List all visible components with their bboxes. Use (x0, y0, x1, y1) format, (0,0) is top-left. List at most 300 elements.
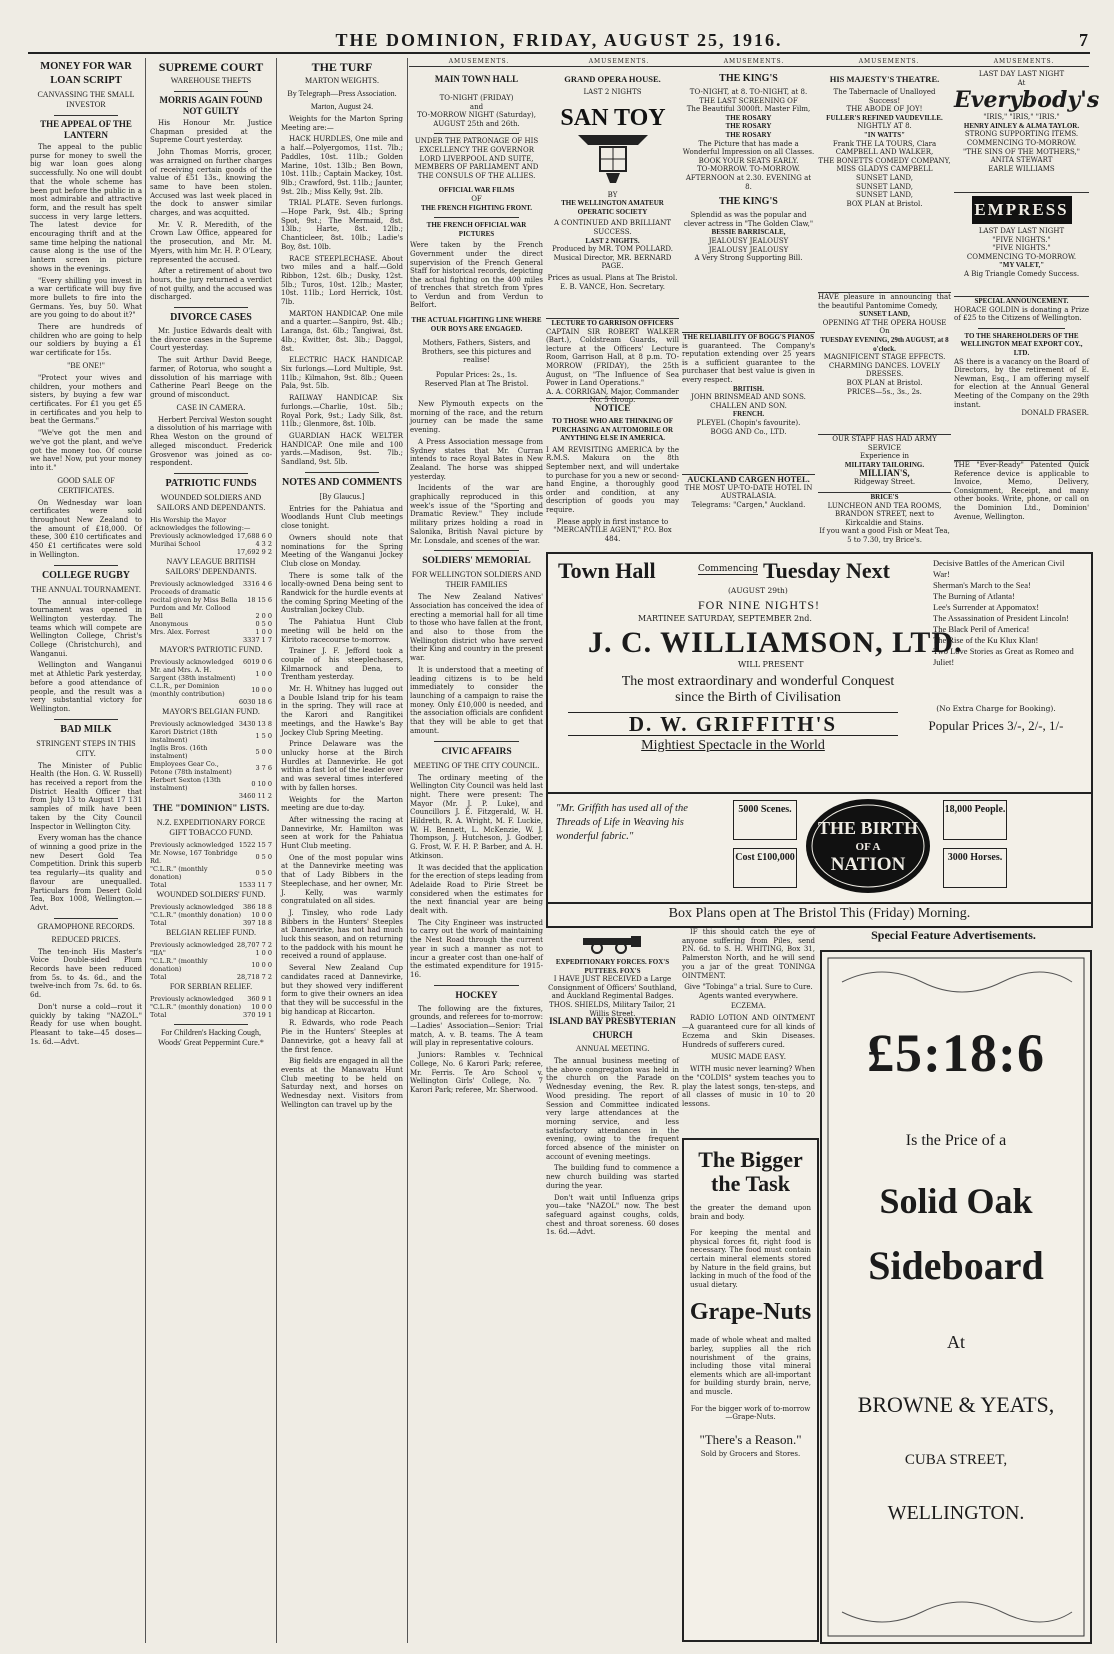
fund-label: Previously acknowledged (150, 940, 234, 949)
ad-grape-nuts (682, 1138, 819, 1642)
fund-label: Previously acknowledged (150, 579, 234, 588)
ad-line: DONALD FRASER. (1021, 409, 1089, 418)
fund-row (150, 995, 272, 1003)
article-island-bay-church (546, 1012, 679, 1640)
ad-line: made of whole wheat and malted barley, supplies all the rich nourishment of the grains, including those vital mineral elements which are all-important for building sturdy brain, nerve, and muscle. (690, 1336, 811, 1396)
fund-table (150, 720, 272, 800)
fund-table (150, 841, 272, 889)
battle-list-item: The Black Peril of America! (933, 624, 1030, 634)
subhead-warehouse-thefts: WAREHOUSE THEFTS (170, 76, 252, 85)
article-paragraph: Don't nurse a cold—rout it quickly by taking "NAZOL." Ready for use when bought. Pleasant to take—45 doses—1s. 6d.—Advt. (30, 1002, 142, 1046)
ad-empress (954, 192, 1089, 293)
dateline: Marton, August 24. (310, 102, 374, 111)
divider (434, 133, 519, 134)
fund-row (150, 636, 272, 644)
article-paragraph: The City Engineer was instructed to carry out the work of maintaining the Nest Road through the current year in such a manner as not to incur a greater cost than one-half of the estimated expenditure for 1915-16. (410, 918, 543, 979)
fund-table (150, 995, 272, 1019)
fund-row (150, 532, 272, 540)
ad-line: LAST 2 NIGHTS (583, 88, 642, 96)
battle-list-item: The Rise of the Ku Klux Klan! (933, 635, 1039, 645)
fund-amount: 5 0 0 (255, 747, 272, 756)
ad-boxplan-line: Box Plans open at The Bristol This (Friday) Morning. (668, 906, 971, 921)
ad-line: COMMENCING TO-MORROW. (966, 138, 1077, 147)
ad-line: A Very Strong Supporting Bill. (694, 254, 803, 263)
fund-amount: 3430 13 8 (238, 719, 272, 728)
subhead-certificates: GOOD SALE OF CERTIFICATES. (57, 475, 115, 495)
fund-row (150, 911, 272, 919)
fund-label (150, 548, 236, 556)
ad-line: SUNSET LAND, (859, 310, 910, 319)
ad-line: Sold by Grocers and Stores. (700, 1449, 801, 1458)
ad-line: Popular Prices: 2s., 1s. (435, 371, 518, 380)
fund-row (150, 919, 272, 927)
article-paragraph: Wellington and Wanganui met at Athletic Park yesterday, before a good attendance of people, and the result was a very substantial victory for Wellington. (30, 661, 142, 713)
ad-line: MILITARY TAILORING. (844, 460, 925, 469)
divider (434, 985, 519, 986)
article-paragraph: TRIAL PLATE. Seven furlongs.—Hope Park, 9st. 4lb.; Spring Spot, 9st.; The Mermaid, 8st. 13lb.; Harte, 8st. 12lb.; Chanticleer, 8st. 10lb.; Ladie's Boy, 8st. 10lb. (281, 199, 403, 251)
fund-row (150, 698, 272, 706)
battle-list-item: The Assassination of President Lincoln! (933, 613, 1069, 623)
article-paragraph: The annual inter-college tournament was opened in Wellington yesterday. The teams which will compete are Wellington College, Christ's College (Christchurch), and Wanganui. (30, 597, 142, 658)
ad-title: HIS MAJESTY'S THEATRE. (829, 74, 940, 84)
ad-griffith: D. W. GRIFFITH'S (568, 712, 898, 736)
article-paragraph: "Every shilling you invest in a war certificate will buy five more bullets to fire into the Germans. Yes, buy 50. What are you going to do about it?" (30, 276, 142, 320)
fund-label: Inglis Bros. (16th instalment) (150, 743, 208, 760)
headline-morris: MORRIS AGAIN FOUND NOT GUILTY (159, 95, 263, 116)
fund-row (150, 728, 272, 744)
fund-amount: 6019 0 6 (243, 657, 272, 666)
article-paragraph: The suit Arthur David Beege, farmer, of Rotorua, who sought a dissolution of his marriage with Catherine Pearl Beege on the ground of misconduct. (150, 356, 272, 399)
ad-line: WELLINGTON. (887, 1502, 1025, 1524)
amusements-label: AMUSEMENTS. (858, 58, 920, 65)
ad-line: BOX PLAN at Bristol. (846, 199, 923, 208)
ad-line: I AM REVISITING AMERICA by the R.M.S. Makura on the 8th September next, and will undertake to purchase for you a new or second-hand Engine, a thoroughly good order and condition, at any description of goods you may require. (546, 445, 679, 514)
ad-town-hall: Town Hall (558, 558, 656, 583)
battle-list-item: Lee's Surrender at Appomatox! (933, 602, 1040, 612)
fund-amount: 10 0 0 (251, 910, 272, 919)
ad-line: WITH music never learning? When the "COLDIS" system teaches you to play the latest songs, ten-steps, and all classes of music in 10 to 20 lessons. (682, 1065, 815, 1109)
ad-prices: Popular Prices 3/-, 2/-, 1/- (928, 718, 1064, 733)
ad-line: "FIVE NIGHTS." (992, 235, 1051, 244)
ad-line: TO THOSE WHO ARE THINKING OF PURCHASING AN AUTOMOBILE OR ANYTHING ELSE IN AMERICA. (551, 417, 674, 443)
ad-quote: "Mr. Griffith has used all of the Threads of Life in Weaving his wonderful fabric." (556, 803, 688, 842)
ad-title: BRICE'S (870, 493, 899, 501)
fund-amount: 386 18 8 (243, 902, 272, 911)
birth-of-a-nation-banner (803, 796, 933, 896)
article-paragraph: "We've got the men and we've got the plant, and we've got the money too. Of course we have! Now, put your money into it." (30, 429, 142, 472)
subhead-belgian-relief: BELGIAN RELIEF FUND. (166, 927, 256, 937)
ad-line: HORACE GOLDIN is donating a Prize of £25 to the Citizens of Wellington. (954, 305, 1089, 323)
ad-line: AFTERNOON at 2.30. EVENING at 8. (685, 173, 812, 191)
ad-line: E. B. VANCE, Hon. Secretary. (559, 282, 666, 291)
subhead-by-glaucus: [By Glaucus.] (319, 491, 365, 501)
battle-list-item: Sherman's March to the Sea! (933, 580, 1031, 590)
ad-line: THE MOST UP-TO-DATE HOTEL IN AUSTRALASIA. (684, 483, 813, 501)
fund-label: Total (150, 880, 167, 889)
ad-line: "IN WATTS" (863, 130, 906, 139)
article-paragraph: The annual business meeting of the above congregation was held in the church on the Parade on Wednesday evening, the Rev. R. Wood presiding. The report of Session and Committee indicated very large attendances at the morning service, and less satisfactory attendances in the evening, owing to the frequent forced absence of the minister on account of evening meetings. (546, 1057, 679, 1161)
battle-list-item: The Burning of Atlanta! (933, 591, 1015, 601)
article-paragraph: The following are the fixtures, grounds, and referees for to-morrow:—Ladies' Association—Senior: Trial match, A. v. B. teams. The A team will play in representative colours. (410, 1004, 543, 1048)
ad-line: FULLER'S REFINED VAUDEVILLE. (826, 113, 943, 122)
headline-the-turf: THE TURF (311, 60, 373, 74)
stat-horses: 3000 Horses. (943, 848, 1007, 888)
ad-lecture (546, 318, 679, 405)
ad-line: AUGUST 25th and 26th. (433, 119, 520, 128)
fund-amount: 1522 15 7 (238, 840, 272, 849)
fund-label (150, 792, 239, 800)
san-toy-lantern-illustration (558, 101, 668, 187)
ad-line: TO-NIGHT (FRIDAY) (439, 94, 514, 102)
ad-line: THE ROSARY (725, 113, 772, 122)
ad-line: LAST DAY LAST NIGHT (978, 70, 1065, 78)
ad-title: AUCKLAND CARGEN HOTEL. (687, 474, 810, 484)
fund-amount: 18 15 6 (247, 595, 272, 604)
fund-row (150, 666, 272, 682)
ad-line: "MY VALET," (998, 261, 1045, 270)
fund-amount: 17,692 9 2 (236, 547, 272, 556)
fund-amount: 10 0 0 (251, 685, 272, 694)
ad-title: GRAND OPERA HOUSE. (564, 74, 661, 84)
article-paragraph: There is some talk of the locally-owned Dena being sent to Randwick for the hurdle events at the coming Spring Meeting of the Australian Jockey Club. (281, 571, 403, 615)
fund-row (150, 682, 272, 698)
fund-intro: His Worship the Mayor acknowledges the following:— (150, 515, 251, 532)
stat-people: 18,000 People. (943, 800, 1007, 840)
fund-label: Proceeds of dramatic recital given by Miss Bella Purdom and Mr. Collood (150, 587, 238, 612)
fund-amount: 360 9 1 (247, 994, 272, 1003)
headline-divorce: DIVORCE CASES (170, 312, 252, 324)
ad-line: For keeping the mental and physical forces fit, right food is necessary. The food must contain certain mineral elements stored by Nature in the field grains, but lacking in much of the food of the usual dietary. (690, 1229, 811, 1289)
ad-title: The Bigger the Task (698, 1147, 803, 1196)
fund-row (150, 744, 272, 760)
fund-label: Mr. Nowse, 167 Tonbridge Rd. (150, 848, 238, 865)
ad-kings-theatre (682, 70, 815, 330)
ad-line: LAST 2 NIGHTS. (585, 236, 640, 245)
fund-label: "IIA" (150, 948, 166, 957)
divider (434, 550, 519, 551)
fund-row (150, 1003, 272, 1011)
subhead-eczema: ECZEMA. (731, 1001, 766, 1011)
article-paragraph: R. Edwards, who rode Peach Pie in the Hunters' Steeples at Dannevirke, got a heavy fall at the first fence. (281, 1019, 403, 1054)
ad-slogan: "There's a Reason." (699, 1431, 802, 1447)
subhead-tobacco-fund: N.Z. EXPEDITIONARY FORCE GIFT TOBACCO FUND. (156, 817, 266, 837)
ad-line: HAVE pleasure in announcing that the beautiful Pantomime Comedy, (818, 293, 951, 310)
fund-table (150, 580, 272, 644)
ad-line: PRICES—5s., 3s., 2s. (847, 387, 922, 396)
amusements-label: AMUSEMENTS. (588, 58, 650, 65)
fund-amount: 3 7 6 (255, 763, 272, 772)
article-paragraph: Trainer J. F. Jefford took a couple of his steeplechasers, Kilmarnock and Dena, to Trentham yesterday. (281, 647, 403, 682)
fund-amount: 1 0 0 (255, 627, 272, 636)
ad-line: A. A. CORRIGAN, Major, Commander No. 5 Group. (546, 387, 679, 405)
ad-line: A CONTINUED AND BRILLIANT SUCCESS. (553, 219, 671, 236)
ad-line: BY (607, 190, 618, 199)
article-paragraph: Juniors: Rambles v. Technical College, No. 6 Karori Park; referee, Mr. Ferris. Te Aro School v. Wellington Girls' College, No. 7 Karori Park; referee, Mr. Sherwood. (410, 1051, 543, 1094)
ad-line: BROWNE & YEATS, (857, 1392, 1055, 1417)
article-paragraph: GUARDIAN HACK WELTER HANDICAP. One mile and 100 yards.—Madison, 9st. 7lb.; Sandland, 9st. 5lb. (281, 431, 403, 467)
ad-line: The most extraordinary and wonderful Conquest since the Birth of Civilisation (621, 674, 895, 705)
article-paragraph: The Minister of Public Health (the Hon. G. W. Russell) has received a report from the District Health Officer that from July 13 to August 17 131 samples of milk have been taken by the City Council Inspector in Wellington City. (30, 761, 142, 831)
fund-row (150, 720, 272, 728)
ad-his-majestys (818, 70, 951, 290)
article-paragraph: Incidents of the war are graphically reproduced in this week's issue of the "Sporting and Dramatic Review." They include military prizes holding a road in Salonika, British Naval picture by Mr. Lonsdale, and scenes of the war. (410, 484, 543, 545)
column-rule (276, 58, 277, 1643)
stat-scenes: 5000 Scenes. (733, 800, 797, 840)
ad-line: THE ROSARY (725, 130, 772, 139)
divider (978, 328, 1065, 329)
ad-line: MARTINEE SATURDAY, SEPTEMBER 2nd. (638, 614, 812, 623)
ad-title: THE KING'S (719, 196, 778, 208)
price: £5:18:6 (867, 1023, 1045, 1083)
fund-amount: 397 18 8 (243, 918, 272, 927)
fund-row (150, 658, 272, 666)
ad-line: ANITA STEWART (990, 156, 1053, 165)
product-name: Grape-Nuts (689, 1299, 812, 1326)
ad-line: (No Extra Charge for Booking). (936, 704, 1056, 713)
fund-row (150, 849, 272, 865)
article-paragraph: On Wednesday war loan certificates were sold throughout New Zealand to the amount of £18,000. Of these, 300 £10 certificates and 450 £1 certificates were sold in Wellington. (30, 498, 142, 559)
subhead-be-one: "BE ONE!" (67, 360, 105, 370)
fund-amount: 0 5 0 (255, 619, 272, 628)
fund-label: "C.L.R." (monthly donation) (150, 956, 208, 973)
subhead-marton-weights: MARTON WEIGHTS. (305, 76, 379, 85)
ad-line: Sideboard (868, 1243, 1044, 1288)
ad-line: THE "Ever-Ready" Patented Quick Reference device is applicable to Invoice, Memo, Delivery, Consignment, Receipt, and many other books. Write, phone, or call on the Dominion Ltd., Dominion' Avenue, Wellington. (954, 461, 1089, 521)
ad-line: CAPTAIN SIR ROBERT WALKER (Bart.), Coldstream Guards, will lecture at the Officers' Lecture Room, Garrison Hall, at 8 p.m. TO-MORROW (FRIDAY), the 25th August, on "The Influence of Sea Power in Land Operations." (546, 327, 679, 388)
ad-notice-america (546, 398, 679, 549)
article-paragraph: His Honour Mr. Justice Chapman presided at the Supreme Court yesterday. (150, 119, 272, 145)
fund-label: Previously acknowledged (150, 994, 234, 1003)
ad-line: BOOK YOUR SEATS EARLY. (698, 156, 799, 165)
divider (174, 473, 248, 474)
ad-line: At (1017, 78, 1026, 87)
article-paragraph: A Press Association message from Sydney states that Mr. Curran intends to race Royal Bates in New Zealand. The horse was shipped yesterday. (410, 437, 543, 481)
ad-line: THE FRENCH FIGHTING FRONT. (420, 203, 533, 212)
fund-row (150, 776, 272, 792)
divider (174, 1024, 248, 1025)
fund-label: Employees Gear Co., Petone (78th instalment) (150, 759, 232, 776)
article-paragraph: Prince Delaware was the unlucky horse at the Birch Hurdles at Dannevirke. He got within a fast lot of the leader over and was several times interfered with by fallen horses. (281, 740, 403, 792)
ad-line: Is the Price of a (905, 1132, 1007, 1149)
divider (54, 115, 118, 116)
article-paragraph: The ordinary meeting of the Wellington City Council was held last night. There were present: The Mayor (Mr. J. P. Luke), and Councillors J. E. Fitzgerald, W. H. Hildreth, R. A. Wright, M. F. Luckie, W. H. Bennett, L. McKenzie, W. J. Thompson, J. Hutcheson, J. Godber, G. Frost, W. F. H. P. Barber, and A. H. Atkinson. (410, 773, 543, 860)
ad-line: TO-NIGHT, at 8. TO-NIGHT, at 8. (689, 88, 808, 96)
ad-line: THE ROSARY (725, 122, 772, 131)
fund-row (150, 1011, 272, 1019)
article-paragraph: It was decided that the application for the erection of steps leading from Adelaide Road to Pirie Street be considered when the estimates for the next financial year are being dealt with. (410, 863, 543, 916)
fund-amount: 4 3 2 (255, 539, 272, 548)
divider (174, 307, 248, 308)
fund-label: Previously acknowledged (150, 840, 234, 849)
fund-label (150, 636, 243, 644)
article-paragraph: Entries for the Pahiatua and Woodlands Hunt Club meetings close tonight. (281, 504, 403, 531)
article-paragraph: HACK HURDLES, One mile and a half.—Polyergomos, 11st. 7lb.; Paddles, 10st. 11lb.; Golden Marine, 10st. 13lb.; Ben Bown, 10st. 11lb.; Captain Mackey, 10st. 9lb.; Crawford, 9st. 11lb.; Jaunter, 9st. 2lb.; Miss Kelly, 9st. 2lb. (281, 135, 403, 196)
ad-line: I HAVE JUST RECEIVED a Large Consignment of Officers' Southland, and Auckland Regimental Badges. (548, 975, 677, 1001)
ad-line: WILL PRESENT (738, 660, 804, 669)
ad-williamson: J. C. WILLIAMSON, LTD. (588, 626, 963, 659)
ad-town-hall-war-films (410, 70, 543, 395)
article-paragraph: Weights for the Marton Spring Meeting are:— (281, 115, 403, 132)
ad-line: COMMENCING TO-MORROW. (966, 252, 1077, 261)
article-paragraph: RAILWAY HANDICAP. Six furlongs.—Charlie, 10st. 5lb.; Royal Pork, 9st.; Lady Silk, 8st. 11lb.; Glenmore, 8st. 10lb. (281, 394, 403, 429)
amusements-label: AMUSEMENTS. (448, 58, 510, 65)
subhead-camera: CASE IN CAMERA. (176, 402, 246, 412)
ad-line: TO-MORROW. TO-MORROW. (696, 165, 801, 174)
divider (54, 918, 118, 919)
article-paragraph: J. Tinsley, who rode Lady Bibbers in the Hunters' Steeples at Dannevirke, has not had much luck this season, and on returning to the paddock with his mount he received a round of applause. (281, 908, 403, 961)
article-paragraph: The appeal to the public purse for money to swell the big war loan goes along successfully. No one will doubt that the whole scheme has been put before the public in a most admirable and attractive form, and the result has spelt success in very large letters. The latest device for encouraging thrift and at the same time helping the national cause along is the use of the lantern screen in picture shows in the evenings. (30, 143, 142, 273)
battle-list-item: Two Love Stories as Great as Romeo and Juliet! (933, 646, 1074, 667)
ad-title: SPECIAL ANNOUNCEMENT. (974, 297, 1069, 305)
ad-line: OF (471, 194, 482, 203)
ad-line: Mothers, Fathers, Sisters, and Brothers, see this pictures and realise! (421, 339, 532, 365)
empress-logo: EMPRESS (972, 196, 1072, 224)
fund-amount: 10 0 0 (251, 1002, 272, 1011)
ad-fox-puttees (546, 928, 679, 1018)
article-paragraph: Don't wait until Influenza grips you—take "NAZOL" now. The best safeguard against coughs, colds, chest and throat soreness. 60 doses 1s. 6d.—Advt. (546, 1193, 679, 1237)
ad-everybodys (954, 70, 1100, 188)
ad-title: NOTICE (594, 403, 631, 413)
ad-line: SUNSET LAND, (855, 182, 914, 191)
ad-title: MAIN TOWN HALL (434, 74, 519, 84)
ad-line: Telegrams: "Cargen," Auckland. (691, 500, 806, 509)
fund-amount: 3337 1 7 (243, 635, 272, 644)
fund-row (150, 612, 272, 620)
fund-row (150, 580, 272, 588)
ad-line: THE WELLINGTON AMATEUR OPERATIC SOCIETY (561, 199, 664, 216)
article-paragraph: It is understood that a meeting of leading citizens is to be held immediately to consider the launching of a campaign to raise the money. Only £10,000 is needed, and the association officials are confident that they will be able to get that amount. (410, 665, 543, 735)
divider (174, 91, 248, 92)
ad-line: OUR STAFF HAS HAD ARMY SERVICE (832, 435, 937, 452)
ad-line: TUESDAY EVENING, 29th AUGUST, at 8 o'clock. (820, 335, 949, 353)
subhead-city-council: MEETING OF THE CITY COUNCIL. (413, 760, 540, 770)
amusements-label: AMUSEMENTS. (723, 58, 785, 65)
ad-line: The Picture that has made a Wonderful Impression on all Classes. (682, 139, 815, 157)
column-rule (407, 58, 408, 1643)
fund-label: Herbert Sexton (13th instalment) (150, 775, 221, 792)
banner-line-2: OF A (855, 841, 881, 853)
fund-row (150, 588, 272, 612)
subhead-mayors-belgian: MAYOR'S BELGIAN FUND. (162, 706, 260, 716)
banner-line-1: THE BIRTH (818, 818, 918, 838)
fund-amount: 0 10 0 (251, 779, 272, 788)
fund-row (150, 881, 272, 889)
ad-ever-ready (954, 460, 1089, 549)
fund-label (150, 698, 239, 706)
fund-amount: 370 19 1 (243, 1010, 272, 1019)
fund-amount: 3316 4 6 (243, 579, 272, 588)
ad-line: THE BONETTS COMEDY COMPANY, (818, 156, 951, 165)
ad-birth-middle (546, 792, 1093, 904)
ad-line: EARLE WILLIAMS (988, 164, 1055, 173)
fund-amount: 28,718 7 2 (236, 972, 272, 981)
ad-line: THOS. SHIELDS, Military Tailor, 21 Willis Street. (549, 1000, 676, 1018)
fund-label: Previously acknowledged (150, 657, 234, 666)
ad-line: Give "Tobinga" a trial. Sure to Cure. (684, 983, 813, 992)
fund-amount: 10 0 0 (251, 960, 272, 969)
amusements-label: AMUSEMENTS. (993, 58, 1055, 65)
fund-label: Total (150, 918, 167, 927)
subhead-mayors-patriotic: MAYOR'S PATRIOTIC FUND. (159, 644, 263, 654)
ad-line: Produced by MR. TOM POLLARD. Musical Director, MR. BERNARD PAGE. (551, 245, 674, 271)
ad-line: Ridgeway Street. (853, 477, 916, 486)
fund-row (150, 540, 272, 548)
column-rule (145, 58, 146, 1643)
ad-line: the greater the demand upon brain and body. (690, 1204, 811, 1221)
fund-table (150, 903, 272, 927)
fund-table (150, 658, 272, 706)
ad-line: Solid Oak (879, 1181, 1033, 1221)
masthead-title: THE DOMINION, FRIDAY, AUGUST 25, 1916. (335, 30, 783, 50)
headline-notes-comments: NOTES AND COMMENTS (281, 476, 402, 488)
ad-line: OFFICIAL WAR FILMS (438, 186, 515, 195)
subhead-wounded-soldiers: WOUNDED SOLDIERS' FUND. (156, 889, 266, 899)
ad-line: If you want a good Fish or Meat Tea, 5 to 7.30, try Brice's. (819, 527, 950, 544)
divider (54, 565, 118, 566)
ad-line: Mightiest Spectacle in the World (641, 738, 825, 753)
article-paragraph: Big fields are engaged in all the events at the Manawatu Hunt Club meeting to be held on Saturday next, and horses on Wednesday next. Visitors from Wellington can travel up by the (281, 1057, 403, 1109)
subhead-canvassing: CANVASSING THE SMALL INVESTOR (37, 90, 135, 109)
ad-title: THE KING'S (719, 73, 778, 84)
subhead-tournament: THE ANNUAL TOURNAMENT. (31, 584, 141, 594)
fund-amount: 1 0 0 (255, 669, 272, 678)
subhead-annual-meeting: ANNUAL MEETING. (575, 1044, 650, 1053)
ad-line: The Tabernacle of Unalloyed Success! (833, 88, 936, 105)
fund-row (150, 941, 272, 949)
headline-money-war-loan: MONEY FOR WAR LOAN SCRIPT (40, 61, 132, 86)
ad-line: TO-MORROW NIGHT (Saturday), (416, 111, 537, 120)
headline-patriotic-funds: PATRIOTIC FUNDS (165, 477, 257, 489)
article-paragraph: MARTON HANDICAP. One mile and a quarter.—Sanpiro, 9st. 4lb.; Laranga, 8st. 6lb.; Tangiwai, 8st. 4lb.; Kwitter, 8st. 3lb.; Daggol, 8st. (281, 309, 403, 353)
column-4-news (410, 400, 543, 1640)
ad-tuesday-next: Tuesday Next (763, 558, 890, 583)
ad-small-classifieds (682, 928, 815, 1133)
amusements-band (409, 58, 1089, 67)
ad-line: BESSIE BARRISCALE, (711, 228, 786, 237)
ad-commencing: Commencing (698, 564, 758, 574)
ad-title: THE RELIABILITY OF BOGG'S PIANOS (683, 333, 814, 341)
cannon-icon (573, 932, 653, 954)
fund-row (150, 628, 272, 636)
article-paragraph: Weights for the Marton meeting are due to-day. (281, 795, 403, 813)
subhead-navy-league: NAVY LEAGUE BRITISH SAILORS' DEPENDANTS. (165, 556, 257, 576)
fund-row (150, 865, 272, 881)
footnote-advert: For Children's Hacking Cough, Woods' Great Peppermint Cure.* (158, 1027, 264, 1047)
ad-line: BOX PLAN at Bristol. (846, 378, 923, 387)
ad-line: FOR NINE NIGHTS! (698, 598, 820, 612)
fund-label: Previously acknowledged (150, 719, 234, 728)
ad-special-announcement (954, 296, 1089, 457)
article-paragraph: The ten-inch His Master's Voice Double-sided Plum Records have been reduced from 5s. to 4s. 6d., and the twelve-inch from 7s. 6d. to 6s. 6d. (30, 947, 142, 1000)
fund-label: Previously acknowledged (150, 531, 234, 540)
stat-cost: Cost £100,000 (733, 848, 797, 888)
fund-row (150, 903, 272, 911)
fund-label: Mr. and Mrs. A. H. Sargent (38th instalment) (150, 665, 236, 682)
headline-college-rugby: COLLEGE RUGBY (41, 569, 131, 581)
ad-line: UNDER THE PATRONAGE OF HIS EXCELLENCY THE GOVERNOR LORD LIVERPOOL AND SUITE, MEMBERS OF PARLIAMENT AND THE CONSULS OF THE ALLIES. (414, 137, 539, 180)
ad-sunset-land (818, 292, 951, 433)
fund-amount: 3460 11 2 (238, 791, 272, 800)
fund-row (150, 760, 272, 776)
fund-label: Anonymous (150, 619, 189, 628)
ad-line: At (947, 1332, 965, 1352)
fund-label: Previously acknowledged (150, 902, 234, 911)
article-paragraph: John Thomas Morris, grocer, was arraigned on further charges of receiving certain goods of the value of £51 13s., knowing the same to have been stolen. Accused was last week placed in the dock to answer similar charges, and was acquitted. (150, 148, 272, 218)
ad-line: "FIVE NIGHTS." (992, 244, 1051, 253)
article-paragraph: Herbert Percival Weston sought a dissolution of his marriage with Rhea Weston on the ground of alleged misconduct. Frederick Grosvenor was joined as co-respondent. (150, 415, 272, 468)
article-paragraph: The building fund to commence a new church building was started during the year. (546, 1164, 679, 1190)
fund-amount: 0 5 0 (255, 868, 272, 877)
